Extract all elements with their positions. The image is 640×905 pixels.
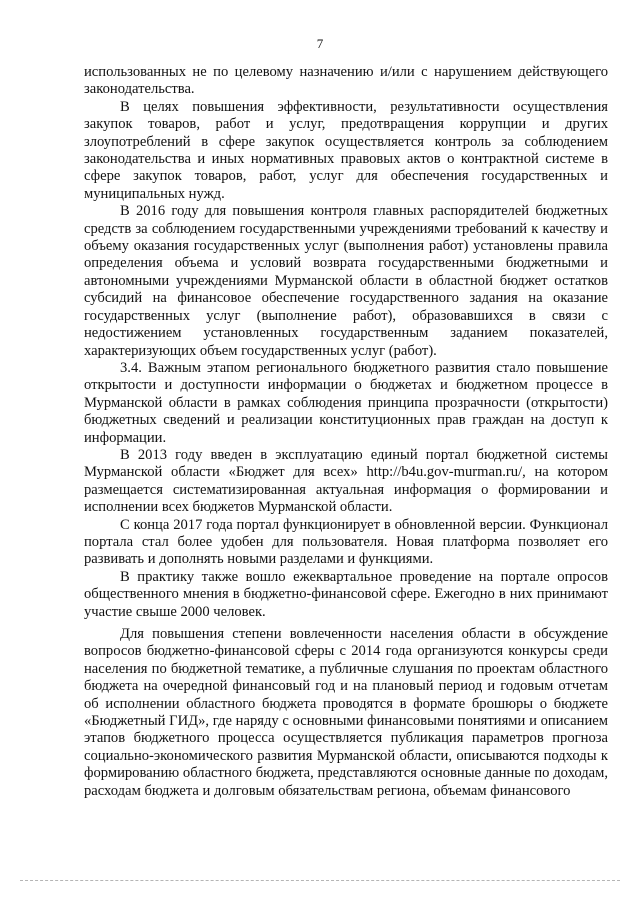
- paragraph-portal-update: С конца 2017 года портал функционирует в обновленной версии. Функционал портала стал более удобен для пользователя. Новая платформа позволяет его развивать и дополнять новыми разделами и функциями.: [84, 516, 608, 568]
- document-body: [84, 64, 608, 800]
- page-edge-divider: [20, 880, 620, 885]
- paragraph-opinion-polls: В практику также вошло ежеквартальное проведение на портале опросов общественного мнения в бюджетно-финансовой сфере. Ежегодно в них принимают участие свыше 2000 человек.: [84, 568, 608, 620]
- paragraph-budget-portal: В 2013 году введен в эксплуатацию единый портал бюджетной системы Мурманской области «Бюджет для всех» http://b4u.gov-murman.ru/, на котором размещается систематизированная актуальная информация о формировании и исполнении всех бюджетов Мурманской области.: [84, 446, 608, 516]
- page-number: 7: [316, 36, 324, 51]
- paragraph-section-3-4: 3.4. Важным этапом регионального бюджетного развития стало повышение открытости и доступности информации о бюджетах и бюджетном процессе в Мурманской области в рамках соблюдения принципа прозрачности (открытости) бюджетных сведений и реализации конституционных прав граждан на доступ к информации.: [84, 359, 608, 446]
- paragraph-2016-subsidies: В 2016 году для повышения контроля главных распорядителей бюджетных средств за соблюдением государственными учреждениями требований к качеству и объему оказания государственных услуг (выполнения работ) установлены правила определения объема и условий возврата государственными бюджетными и автономными учреждениями Мурманской области в областной бюджет остатков субсидий на финансовое обеспечение государственного задания на оказание государственных услуг (выполнение работ), образовавшихся в связи с недостижением установленных государственным заданием показателей, характеризующих объем государственных услуг (работ).: [84, 203, 608, 359]
- paragraph-continuation: использованных не по целевому назначению и/или с нарушением действующего законодательства.: [84, 64, 608, 98]
- paragraph-public-engagement: Для повышения степени вовлеченности населения области в обсуждение вопросов бюджетно-финансовой сферы с 2014 года организуются конкурсы среди населения по бюджетной тематике, а публичные слушания по проектам областного бюджета на очередной финансовый год и на плановый период и годовым отчетам об исполнении областного бюджета проводятся в формате брошюры о бюджете «Бюджетный ГИД», где наряду с основными финансовыми понятиями и описанием этапов бюджетного процесса осуществляется публикация параметров прогноза социально-экономического развития Мурманской области, описываются подходы к формированию областного бюджета, представляются основные данные по доходам, расходам бюджета и долговым обязательствам региона, объемам финансового: [84, 626, 608, 799]
- paragraph-procurement-control: В целях повышения эффективности, результативности осуществления закупок товаров, работ и услуг, предотвращения коррупции и других злоупотреблений в сфере закупок осуществляется контроль за соблюдением законодательства и иных нормативных правовых актов о контрактной системе в сфере закупок товаров, работ, услуг для обеспечения государственных и муниципальных нужд.: [84, 98, 608, 202]
